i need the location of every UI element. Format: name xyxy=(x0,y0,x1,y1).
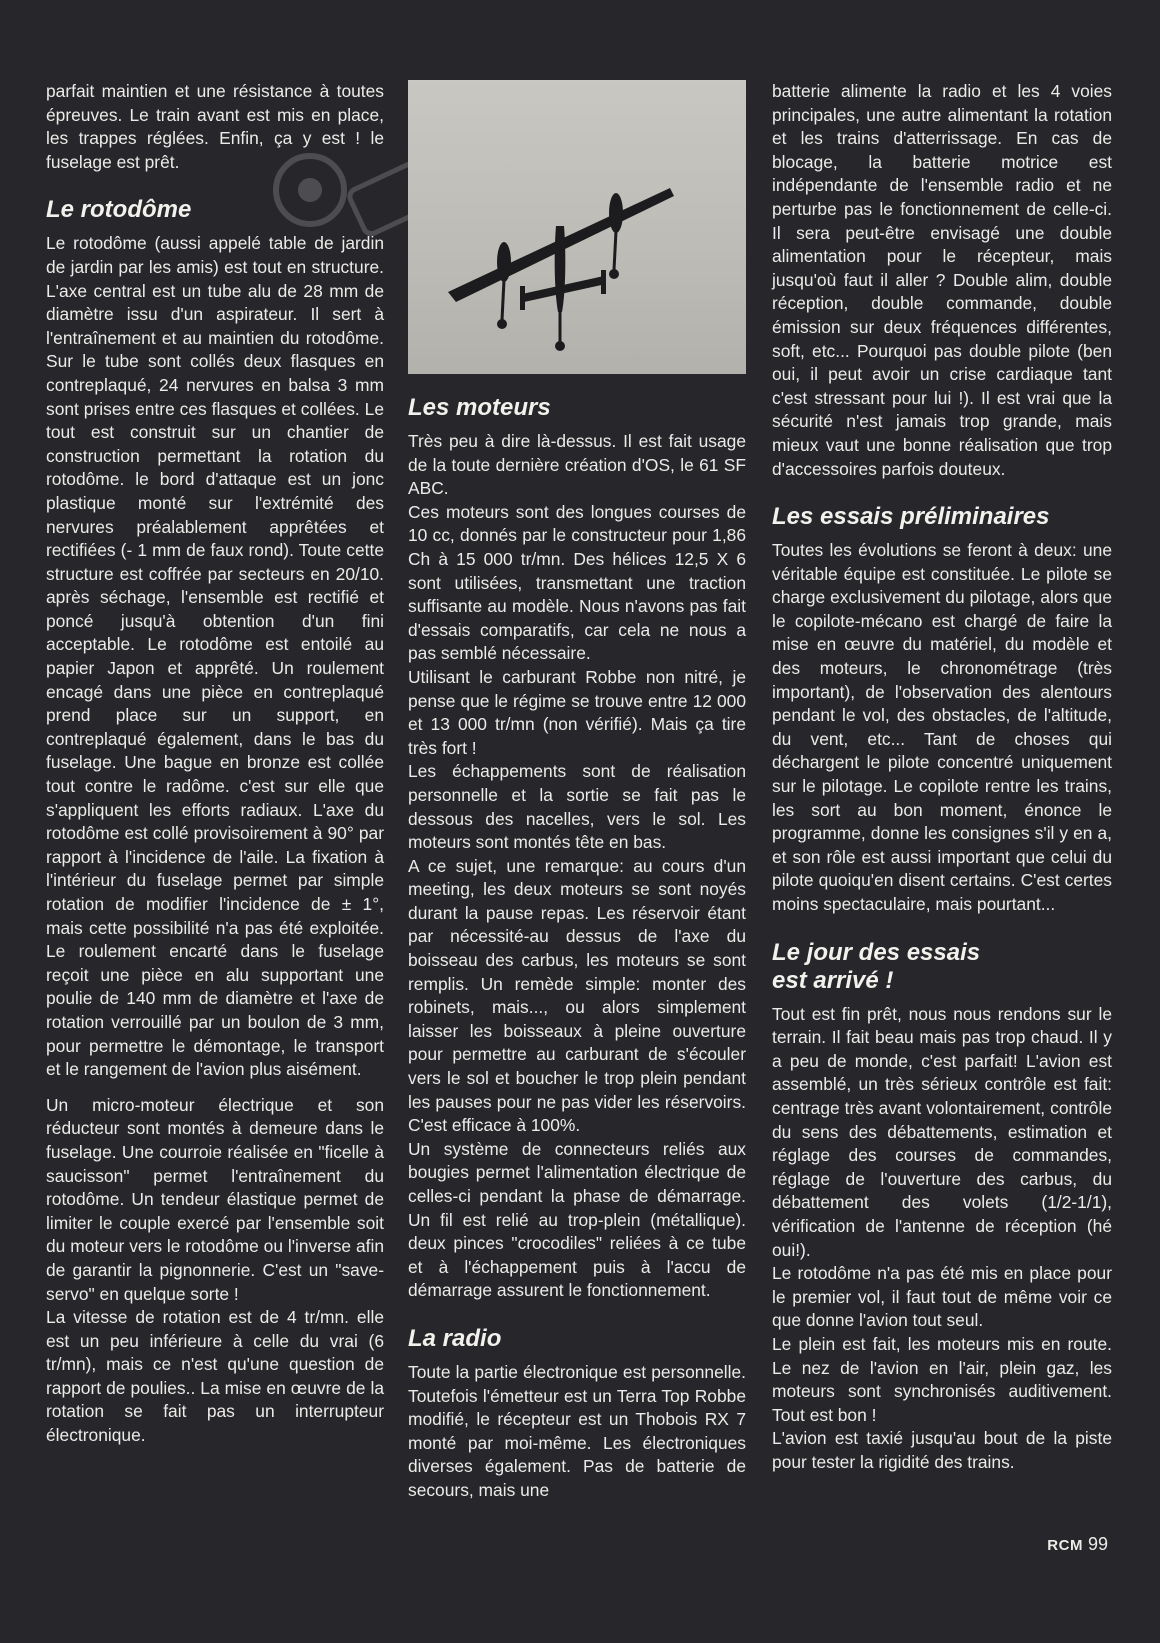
paragraph: Le rotodôme n'a pas été mis en place pour le premier vol, il faut tout de même voir ce que donne l'avion tout seul. xyxy=(772,1263,1112,1331)
paragraph: Très peu à dire là-dessus. Il est fait usage de la toute dernière création d'OS, le 61 SF ABC. xyxy=(408,431,746,499)
magazine-brand: RCM xyxy=(1047,1537,1083,1554)
paragraph: parfait maintien et une résistance à toutes épreuves. Le train avant est mis en place, les trappes réglées. Enfin, ça y est ! le fuselage est prêt. xyxy=(46,81,384,172)
heading-line-2: est arrivé ! xyxy=(772,966,894,994)
column-2 xyxy=(408,390,746,1503)
paragraph: Ces moteurs sont des longues courses de 10 cc, donnés par le constructeur pour 1,86 Ch à 15 000 tr/mn. Des hélices 12,5 X 6 sont utilisées, transmettant une traction suffisante au modèle. Nous n'avons pas fait d'essais comparatifs, car cela ne nous a pas semblé nécessaire. xyxy=(408,501,746,664)
paragraph: A ce sujet, une remarque: au cours d'un meeting, les deux moteurs se sont noyés durant la pause repas. Les réservoir étant par nécessité-au dessus de l'axe du boisseau des carbus, les moteurs se sont remplis. Un remède simple: monter des robinets, mais..., ou alors simplement laisser les boisseaux à pleine ouverture pour permettre au carburant de s'écouler vers le sol et boucher le trop plein pendant les pauses pour ne pas vider les réservoirs. C'est efficace à 100%. xyxy=(408,855,746,1136)
column-1 xyxy=(46,80,384,1448)
heading-line-1: Le jour des essais xyxy=(772,938,981,966)
paragraph: Le plein est fait, les moteurs mis en route. Le nez de l'avion en l'air, plein gaz, les moteurs sont synchronisés auditivement. Tout est bon ! xyxy=(772,1333,1112,1425)
airplane-photo xyxy=(408,80,746,374)
section-heading-essais: Les essais préliminaires xyxy=(772,503,1050,531)
section-heading-rotodome: Le rotodôme xyxy=(46,196,192,224)
paragraph: La vitesse de rotation est de 4 tr/mn. elle est un peu inférieure à celle du vrai (6 tr/mn), mais ce n'est qu'une question de rapport de poulies.. La mise en œuvre de la rotation se fait pas un interrupteur électronique. xyxy=(46,1307,384,1446)
paragraph: Un système de connecteurs reliés aux bougies permet l'alimentation électrique de celles-ci pendant la phase de démarrage. Un fil est relié au trop-plein (métallique). deux pinces "crocodiles" reliées à ce tube et à l'échappement puis à l'accu de démarrage assurent le fonctionnement. xyxy=(408,1138,746,1301)
paragraph: Tout est fin prêt, nous nous rendons sur le terrain. Il fait beau mais pas trop chaud. Il y a peu de monde, c'est parfait! L'avion est assemblé, un très sérieux contrôle est fait: centrage très avant volontairement, contrôle du sens des débattements, estimation et réglage des courses de commandes, réglage de l'ouverture des carbus, du débattement des volets (1/2-1/1), vérification de l'antenne de réception (hé oui!). xyxy=(772,1003,1112,1260)
section-heading-moteurs: Les moteurs xyxy=(408,394,551,421)
paragraph: batterie alimente la radio et les 4 voies principales, une autre alimentant la rotation et les trains d'atterrissage. En cas de blocage, la batterie motrice est indépendante de l'ensemble radio et ne perturbe pas le fonctionnement de celle-ci. Il sera peut-être envisagé une double alimentation pour le récepteur, mais jusqu'où faut il aller ? Double alim, double réception, double commande, double émission sur deux fréquences différentes, soft, etc... Pourquoi pas double pilote (ben oui, il peut avoir un crise cardiaque tant c'est stressant pour lui !). Il est vrai que la sécurité n'est jamais trop grande, mais mieux vaut une bonne réalisation que trop d'accessoires parfois douteux. xyxy=(772,81,1112,479)
section-heading-radio: La radio xyxy=(408,1324,502,1352)
paragraph: Toute la partie électronique est personnelle. Toutefois l'émetteur est un Terra Top Robbe modifié, le récepteur est un Thobois RX 7 monté par moi-même. Les électroniques diverses également. Pas de batterie de secours, mais une xyxy=(408,1361,746,1500)
page-number: 99 xyxy=(1087,1534,1108,1554)
paragraph: Toutes les évolutions se feront à deux: une véritable équipe est constituée. Le pilote se charge exclusivement du pilotage, alors que le copilote-mécano est chargé de faire la mise en œuvre du matériel, du modèle et des moteurs, le chronométrage (très important), de l'observation des alentours pendant le vol, des obstacles, de l'altitude, du vent, etc... Tant de choses qui déchargent le pilote concentré uniquement sur le pilotage. Le copilote rentre les trains, les sort au bon moment, énonce le programme, donne les consignes s'il y en a, et son rôle est aussi important que celui du pilote quoiqu'en disent certains. C'est certes moins spectaculaire, mais pourtant... xyxy=(772,540,1112,914)
paragraph: Un micro-moteur électrique et son réducteur sont montés à demeure dans le fuselage. Une courroie réalisée en "ficelle à saucisson" permet l'entraînement du rotodôme. Un tendeur élastique permet de limiter le couple exercé par l'ensemble soit du moteur vers le rotodôme ou l'inverse afin de garantir la pignonnerie. C'est un "save-servo" en quelque sorte ! xyxy=(46,1094,384,1304)
page-footer xyxy=(1047,1533,1108,1557)
column-3 xyxy=(772,80,1112,1474)
paragraph: Le rotodôme (aussi appelé table de jardin de jardin par les amis) est tout en structure. L'axe central est un tube alu de 28 mm de diamètre issu d'un aspirateur. Il sert à l'entraînement et au maintien du rotodôme. Sur le tube sont collés deux flasques en contreplaqué, 24 nervures en balsa 3 mm sont prises entre ces flasques et collées. Le tout est construit sur un chantier de construction permettant la rotation du rotodôme. le bord d'attaque est un jonc plastique monté sur l'extrémité des nervures préalablement apprêtées et rectifiées (- 1 mm de faux rond). Toute cette structure est coffrée par secteurs en 20/10. après séchage, l'ensemble est rectifié et poncé jusqu'à obtention d'un fini acceptable. Le rotodôme est entoilé au papier Japon et apprêté. Un roulement encagé dans une pièce en contreplaqué prend place sur un support, en contreplaqué également, dans le bas du fuselage. Une bague en bronze est collée tout contre le radôme. c'est sur elle que s'appliquent les efforts radiaux. L'axe du rotodôme est collé provisoirement à 90° par rapport à l'incidence de l'aile. La fixation à l'intérieur du fuselage permet par simple rotation de modifier l'incidence de ± 1°, mais cette possibilité n'a pas été exploitée. Le roulement encarté dans le fuselage reçoit une pièce en alu supportant une poulie de 140 mm de diamètre et l'axe de rotation verrouillé par un boulon de 3 mm, pour permettre le démontage, le transport et le rangement de l'avion plus aisément. xyxy=(46,233,384,1080)
section-heading-jour-essais xyxy=(772,939,1112,995)
paragraph: L'avion est taxié jusqu'au bout de la piste pour tester la rigidité des trains. xyxy=(772,1428,1112,1472)
paragraph: Utilisant le carburant Robbe non nitré, je pense que le régime se trouve entre 12 000 et 13 000 tr/mn (non vérifié). Mais ça tire très fort ! xyxy=(408,666,746,758)
paragraph: Les échappements sont de réalisation personnelle et la sortie se fait pas le dessous des nacelles, vers le sol. Les moteurs sont montés tête en bas. xyxy=(408,761,746,853)
